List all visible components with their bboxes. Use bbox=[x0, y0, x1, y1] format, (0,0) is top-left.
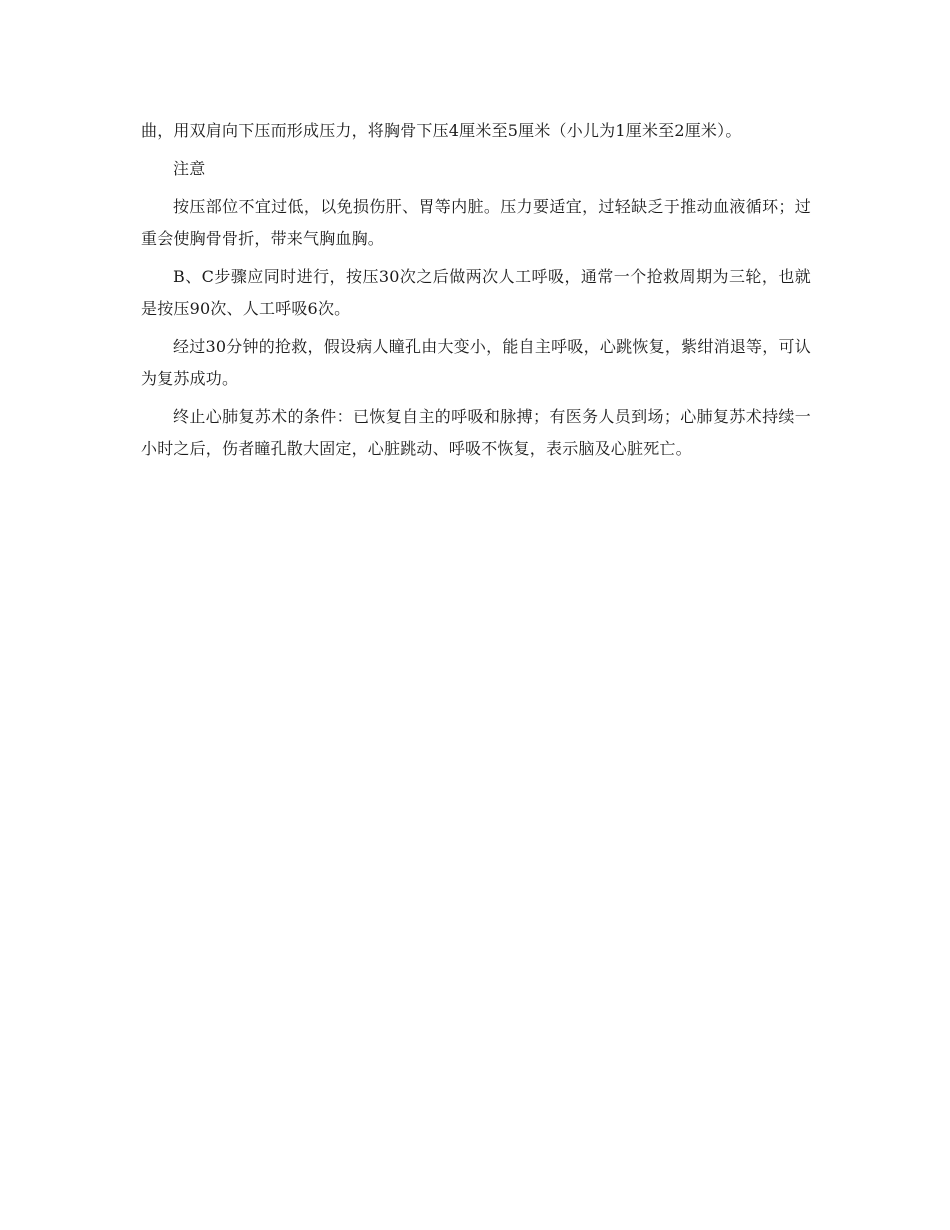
document-body bbox=[141, 115, 811, 471]
paragraph-bc-steps: B、C步骤应同时进行，按压30次之后做两次人工呼吸，通常一个抢救周期为三轮，也就是按压90次、人工呼吸6次。 bbox=[141, 267, 811, 318]
paragraph-press-position: 按压部位不宜过低，以免损伤肝、胃等内脏。压力要适宜，过轻缺乏于推动血液循环；过重会使胸骨骨折，带来气胸血胸。 bbox=[141, 197, 811, 248]
paragraph-rescue-success: 经过30分钟的抢救，假设病人瞳孔由大变小，能自主呼吸，心跳恢复，紫绀消退等，可认为复苏成功。 bbox=[141, 337, 811, 388]
paragraph-termination-conditions: 终止心肺复苏术的条件：已恢复自主的呼吸和脉搏；有医务人员到场；心肺复苏术持续一小时之后，伤者瞳孔散大固定，心脏跳动、呼吸不恢复，表示脑及心脏死亡。 bbox=[141, 407, 811, 458]
paragraph-continuation: 曲，用双肩向下压而形成压力，将胸骨下压4厘米至5厘米（小儿为1厘米至2厘米）。 bbox=[141, 121, 742, 140]
section-heading-caution: 注意 bbox=[173, 159, 206, 178]
